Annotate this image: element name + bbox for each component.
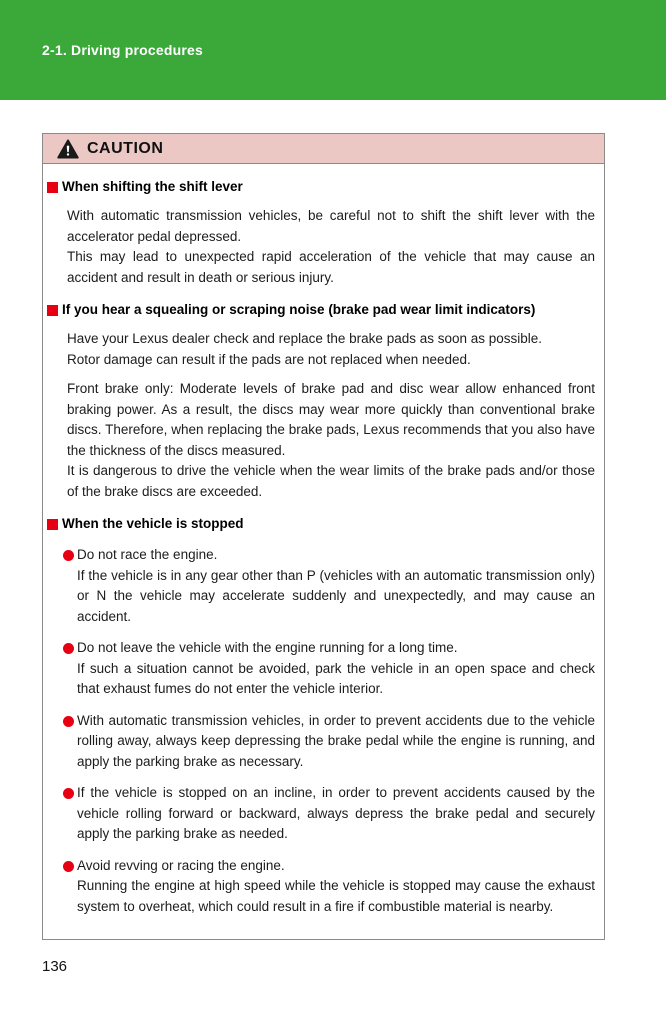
paragraph bbox=[67, 206, 595, 288]
red-square-bullet-icon bbox=[47, 305, 58, 316]
bullet-item bbox=[63, 545, 595, 627]
text-line: With automatic transmission vehicles, be careful not to shift the shift lever with the accelerator pedal depressed. bbox=[67, 208, 595, 244]
text-line: If the vehicle is in any gear other than P (vehicles with an automatic transmission only) or N the vehicle may accelerate suddenly and unexpectedly, and may cause an accident. bbox=[77, 567, 595, 624]
red-circle-bullet-icon bbox=[63, 643, 74, 654]
red-circle-bullet-icon bbox=[63, 550, 74, 561]
text-line: This may lead to unexpected rapid acceleration of the vehicle that may cause an accident and result in death or serious injury. bbox=[67, 249, 595, 285]
bullet-text bbox=[77, 638, 595, 700]
caution-section bbox=[47, 514, 595, 917]
section-heading-text: When the vehicle is stopped bbox=[62, 516, 244, 531]
caution-body bbox=[43, 164, 604, 939]
caution-section bbox=[47, 300, 595, 502]
text-line: It is dangerous to drive the vehicle when the wear limits of the brake pads and/or those of the brake discs are exceeded. bbox=[67, 463, 595, 499]
bullet-item bbox=[63, 638, 595, 700]
page-number: 136 bbox=[42, 958, 68, 975]
text-line: With automatic transmission vehicles, in order to prevent accidents due to the vehicle rolling away, always keep depressing the brake pedal while the engine is running, and apply the parking brake as necessary. bbox=[77, 712, 595, 769]
caution-title: CAUTION bbox=[87, 139, 164, 157]
breadcrumb: 2-1. Driving procedures bbox=[42, 42, 203, 58]
red-square-bullet-icon bbox=[47, 182, 58, 193]
text-line: If the vehicle is stopped on an incline, in order to prevent accidents caused by the vehicle rolling forward or backward, always depress the brake pedal and securely apply the parking brake as needed. bbox=[77, 785, 595, 841]
text-line: Have your Lexus dealer check and replace the brake pads as soon as possible. bbox=[67, 331, 543, 346]
section-blocks bbox=[63, 329, 595, 502]
bullet-item bbox=[63, 711, 595, 773]
bullet-item bbox=[63, 783, 595, 845]
bullet-text bbox=[77, 856, 595, 918]
bullet-item bbox=[63, 856, 595, 918]
section-heading-text: If you hear a squealing or scraping noise (brake pad wear limit indicators) bbox=[62, 302, 536, 317]
paragraph bbox=[67, 379, 595, 502]
text-line: Avoid revving or racing the engine. bbox=[77, 857, 285, 873]
section-blocks bbox=[63, 206, 595, 288]
section-heading bbox=[47, 177, 595, 197]
section-heading bbox=[47, 300, 595, 320]
red-circle-bullet-icon bbox=[63, 861, 74, 872]
red-circle-bullet-icon bbox=[63, 716, 74, 727]
text-line: Do not race the engine. bbox=[77, 547, 218, 562]
bullet-text bbox=[77, 545, 595, 627]
bullet-text bbox=[77, 783, 595, 845]
section-heading-text: When shifting the shift lever bbox=[62, 179, 243, 194]
text-line: If such a situation cannot be avoided, park the vehicle in an open space and check that exhaust fumes do not enter the vehicle interior. bbox=[77, 660, 595, 696]
bullet-text bbox=[77, 711, 595, 773]
text-line: Rotor damage can result if the pads are not replaced when needed. bbox=[67, 351, 471, 367]
caution-header bbox=[43, 134, 604, 164]
caution-section bbox=[47, 177, 595, 288]
warning-triangle-icon bbox=[57, 139, 79, 159]
red-circle-bullet-icon bbox=[63, 788, 74, 799]
caution-box bbox=[42, 133, 605, 940]
section-blocks bbox=[63, 545, 595, 917]
text-line: Running the engine at high speed while the vehicle is stopped may cause the exhaust system to overheat, which could result in a fire if combustible material is nearby. bbox=[77, 878, 595, 914]
section-heading bbox=[47, 514, 595, 534]
text-line: Do not leave the vehicle with the engine running for a long time. bbox=[77, 640, 458, 655]
paragraph bbox=[67, 329, 595, 370]
text-line: Front brake only: Moderate levels of brake pad and disc wear allow enhanced front braking power. As a result, the discs may wear more quickly than conventional brake discs. Therefore, when replacing the brake pads, Lexus recommends that you also have the thickness of the discs measured. bbox=[67, 381, 595, 458]
red-square-bullet-icon bbox=[47, 519, 58, 530]
page-header bbox=[0, 0, 666, 100]
